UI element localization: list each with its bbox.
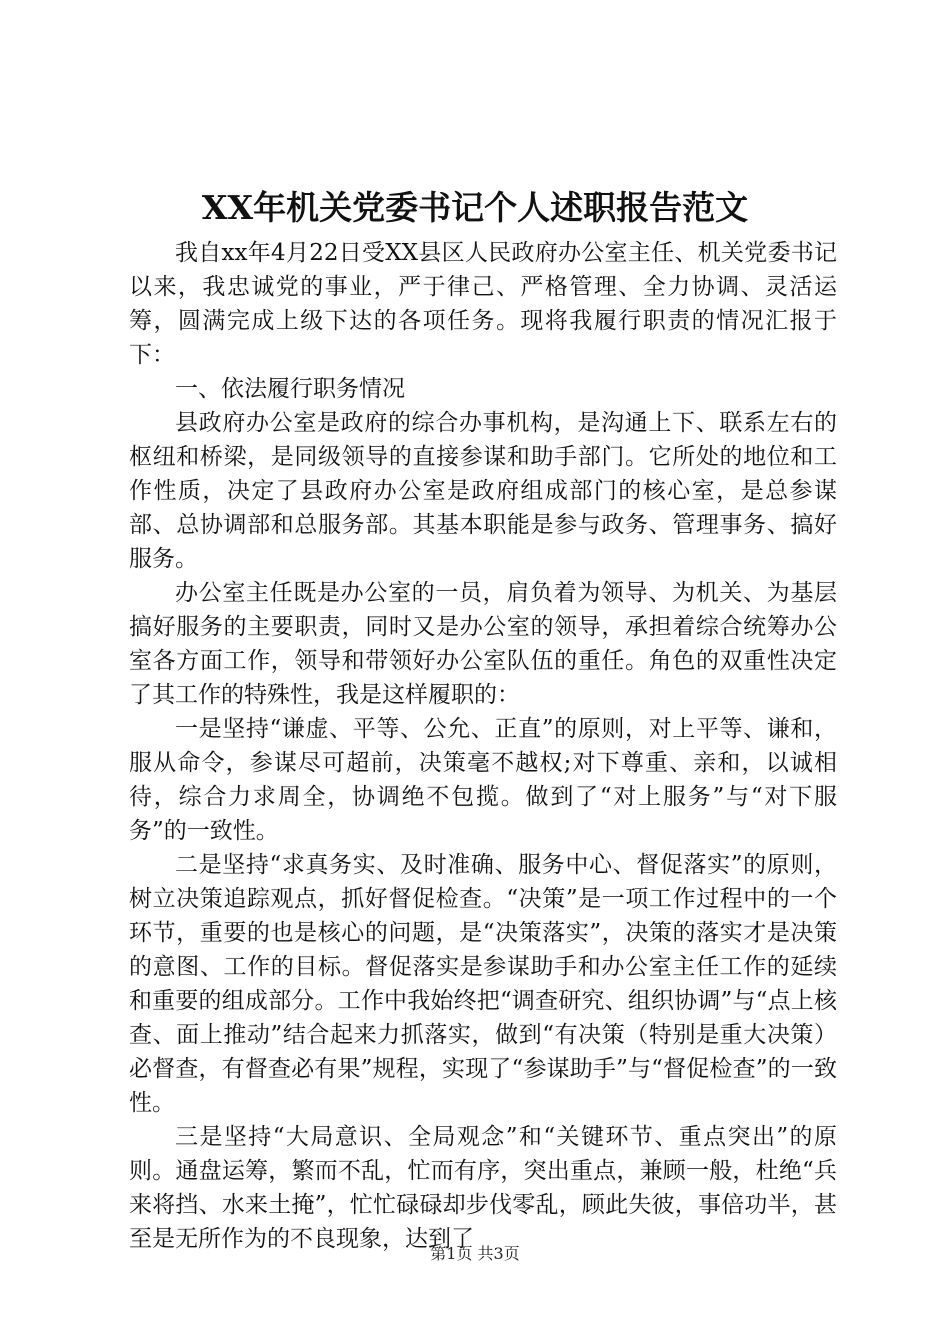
- document-body: [129, 236, 837, 1256]
- paragraph: 办公室主任既是办公室的一员，肩负着为领导、为机关、为基层搞好服务的主要职责，同时又是办公室的领导，承担着综合统筹办公室各方面工作，领导和带领好办公室队伍的重任。角色的双重性决定了其工作的特殊性，我是这样履职的：: [129, 580, 837, 708]
- paragraph: 一是坚持“谦虚、平等、公允、正直”的原则，对上平等、谦和，服从命令，参谋尽可超前，决策毫不越权;对下尊重、亲和，以诚相待，综合力求周全，协调绝不包揽。做到了“对上服务”与“对下服务”的一致性。: [129, 716, 837, 844]
- paragraph: 县政府办公室是政府的综合办事机构，是沟通上下、联系左右的枢纽和桥梁，是同级领导的直接参谋和助手部门。它所处的地位和工作性质，决定了县政府办公室是政府组成部门的核心室，是总参谋部、总协调部和总服务部。其基本职能是参与政务、管理事务、搞好服务。: [129, 410, 837, 572]
- page-footer: 第1页 共3页: [430, 1244, 520, 1263]
- section-heading: 一、依法履行职务情况: [175, 376, 405, 402]
- paragraph: 我自xx年4月22日受XX县区人民政府办公室主任、机关党委书记以来，我忠诚党的事业，严于律己、严格管理、全力协调、灵活运筹，圆满完成上级下达的各项任务。现将我履行职责的情况汇报于下：: [129, 240, 837, 368]
- document-title: XX年机关党委书记个人述职报告范文: [201, 188, 749, 227]
- paragraph: 二是坚持“求真务实、及时准确、服务中心、督促落实”的原则，树立决策追踪观点，抓好督促检查。“决策”是一项工作过程中的一个环节，重要的也是核心的问题，是“决策落实”，决策的落实才是决策的意图、工作的目标。督促落实是参谋助手和办公室主任工作的延续和重要的组成部分。工作中我始终把“调查研究、组织协调”与“点上核查、面上推动”结合起来力抓落实，做到“有决策（特别是重大决策）必督查，有督查必有果”规程，实现了“参谋助手”与“督促检查”的一致性。: [129, 852, 837, 1116]
- paragraph: 三是坚持“大局意识、全局观念”和“关键环节、重点突出”的原则。通盘运筹，繁而不乱，忙而有序，突出重点，兼顾一般，杜绝“兵来将挡、水来土掩”，忙忙碌碌却步伐零乱，顾此失彼，事倍功半，甚至是无所作为的不良现象，达到了: [129, 1124, 837, 1252]
